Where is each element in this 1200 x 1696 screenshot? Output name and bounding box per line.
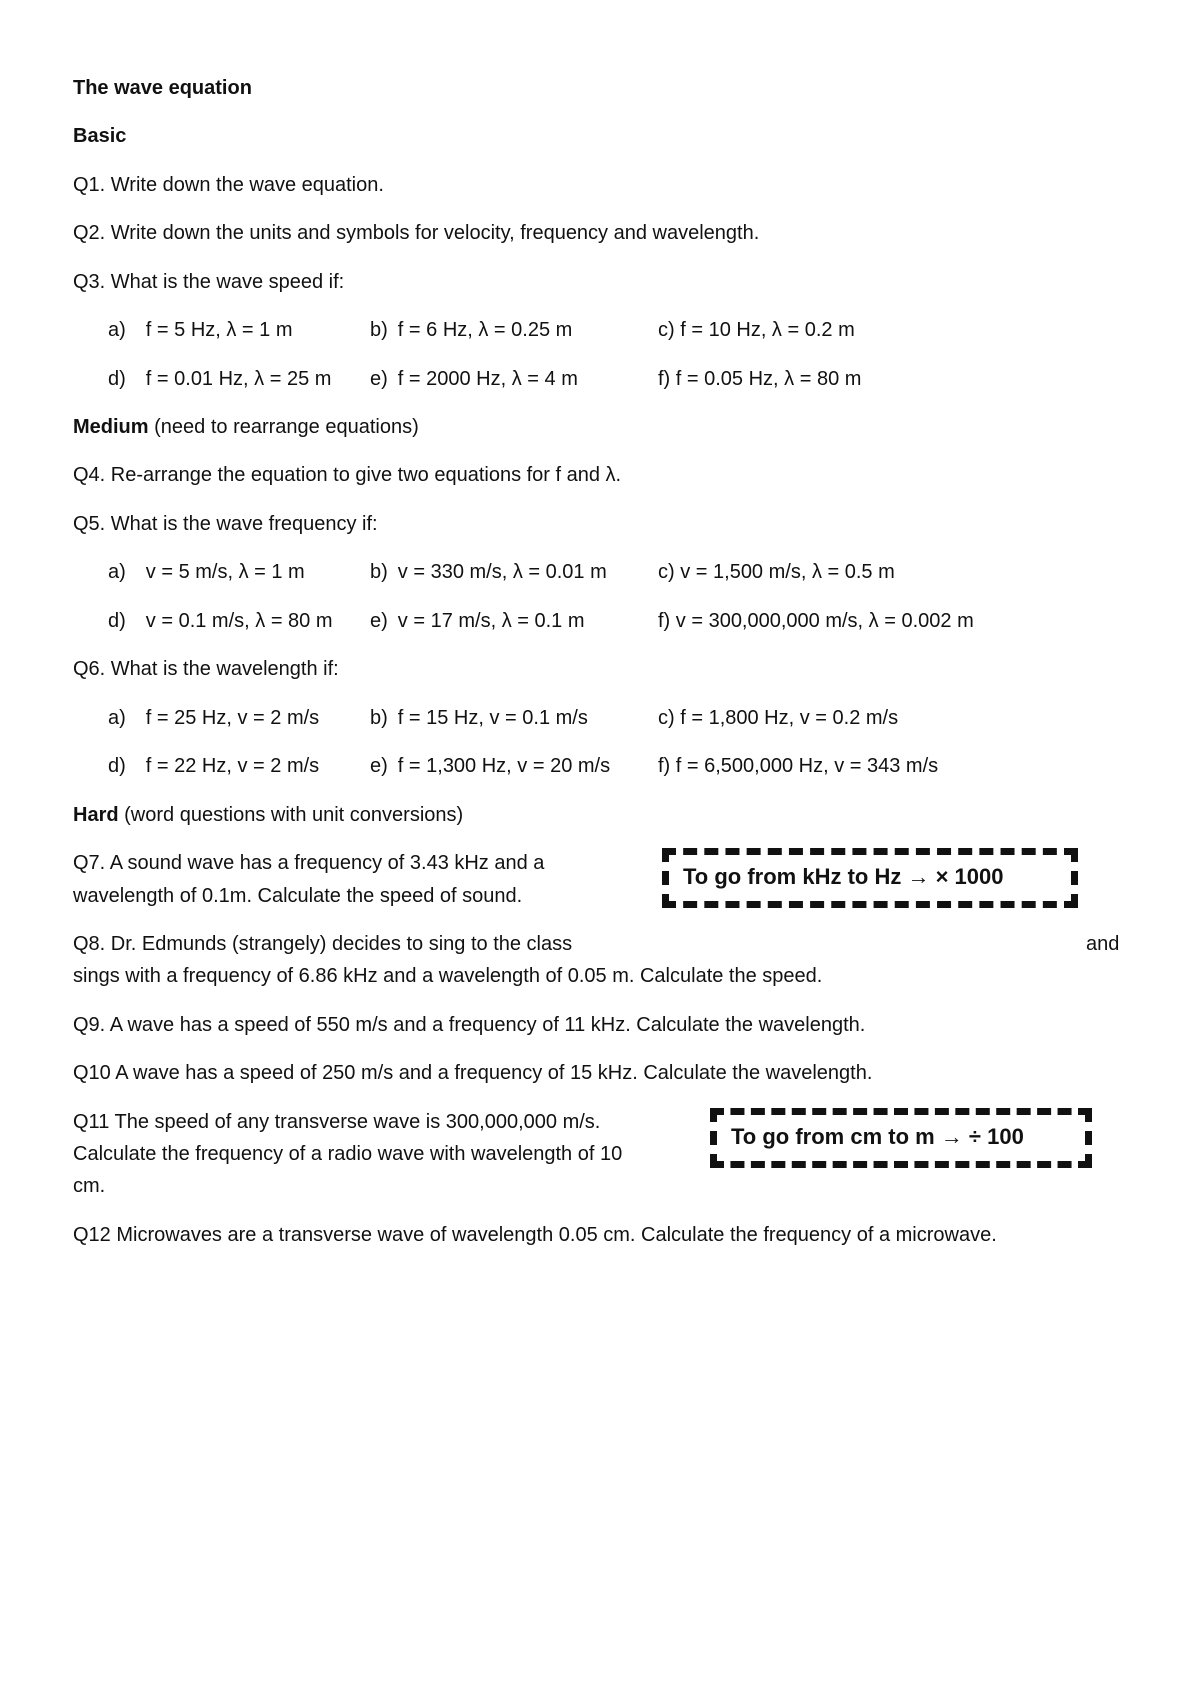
question-q8-and: and: [1086, 933, 1120, 955]
question-q10: Q10 A wave has a speed of 250 m/s and a frequency of 15 kHz. Calculate the wavelength.: [73, 1062, 873, 1084]
q6-option-f: f) f = 6,500,000 Hz, v = 343 m/s: [658, 755, 939, 777]
hint-box-cm: [710, 1108, 1092, 1168]
q5-option-d: d) v = 0.1 m/s, λ = 80 m: [108, 610, 333, 632]
question-q11-line2: Calculate the frequency of a radio wave with wavelength of 10: [73, 1143, 623, 1165]
question-q11-line3: cm.: [73, 1175, 106, 1197]
q3-option-d: d) f = 0.01 Hz, λ = 25 m: [108, 368, 332, 390]
hint-khz-text: To go from kHz to Hz → × 1000: [683, 864, 1004, 889]
q5-option-f: f) v = 300,000,000 m/s, λ = 0.002 m: [658, 610, 974, 632]
q3-option-c: c) f = 10 Hz, λ = 0.2 m: [658, 319, 855, 341]
q6-option-b: b) f = 15 Hz, v = 0.1 m/s: [370, 707, 588, 729]
q5-option-a: a) v = 5 m/s, λ = 1 m: [108, 561, 305, 583]
hard-note: (word questions with unit conversions): [118, 804, 464, 826]
hard-label: Hard: [73, 804, 119, 826]
q5-option-e: e) v = 17 m/s, λ = 0.1 m: [370, 610, 585, 632]
q6-option-a: a) f = 25 Hz, v = 2 m/s: [108, 707, 320, 729]
question-q4: Q4. Re-arrange the equation to give two equations for f and λ.: [73, 464, 622, 486]
section-heading-basic: Basic: [73, 125, 127, 147]
question-q3: Q3. What is the wave speed if:: [73, 271, 345, 293]
q3-option-b: b) f = 6 Hz, λ = 0.25 m: [370, 319, 573, 341]
question-q12: Q12 Microwaves are a transverse wave of wavelength 0.05 cm. Calculate the frequency of a microwave.: [73, 1224, 997, 1246]
question-q8-line1: Q8. Dr. Edmunds (strangely) decides to sing to the class: [73, 933, 573, 955]
question-q9: Q9. A wave has a speed of 550 m/s and a frequency of 11 kHz. Calculate the wavelength.: [73, 1014, 866, 1036]
question-q2: Q2. Write down the units and symbols for velocity, frequency and wavelength.: [73, 222, 760, 244]
q3-option-e: e) f = 2000 Hz, λ = 4 m: [370, 368, 578, 390]
question-q6: Q6. What is the wavelength if:: [73, 658, 339, 680]
q3-option-a: a) f = 5 Hz, λ = 1 m: [108, 319, 293, 341]
question-q8-line2: sings with a frequency of 6.86 kHz and a wavelength of 0.05 m. Calculate the speed.: [73, 965, 823, 987]
q6-option-d: d) f = 22 Hz, v = 2 m/s: [108, 755, 320, 777]
q6-option-e: e) f = 1,300 Hz, v = 20 m/s: [370, 755, 611, 777]
question-q5: Q5. What is the wave frequency if:: [73, 513, 378, 535]
hint-cm-text: To go from cm to m → ÷ 100: [731, 1124, 1024, 1149]
question-q11-line1: Q11 The speed of any transverse wave is 300,000,000 m/s.: [73, 1111, 601, 1133]
page-title: The wave equation: [73, 77, 252, 99]
q5-option-b: b) v = 330 m/s, λ = 0.01 m: [370, 561, 607, 583]
question-q7-line2: wavelength of 0.1m. Calculate the speed of sound.: [73, 885, 523, 907]
question-q7-line1: Q7. A sound wave has a frequency of 3.43 kHz and a: [73, 852, 545, 874]
q3-option-f: f) f = 0.05 Hz, λ = 80 m: [658, 368, 862, 390]
question-q1: Q1. Write down the wave equation.: [73, 174, 384, 196]
hint-box-khz: [662, 848, 1078, 908]
section-heading-medium: [73, 415, 419, 439]
q5-option-c: c) v = 1,500 m/s, λ = 0.5 m: [658, 561, 895, 583]
section-heading-hard: [73, 803, 463, 827]
medium-note: (need to rearrange equations): [148, 416, 419, 438]
medium-label: Medium: [73, 416, 149, 438]
q6-option-c: c) f = 1,800 Hz, v = 0.2 m/s: [658, 707, 899, 729]
